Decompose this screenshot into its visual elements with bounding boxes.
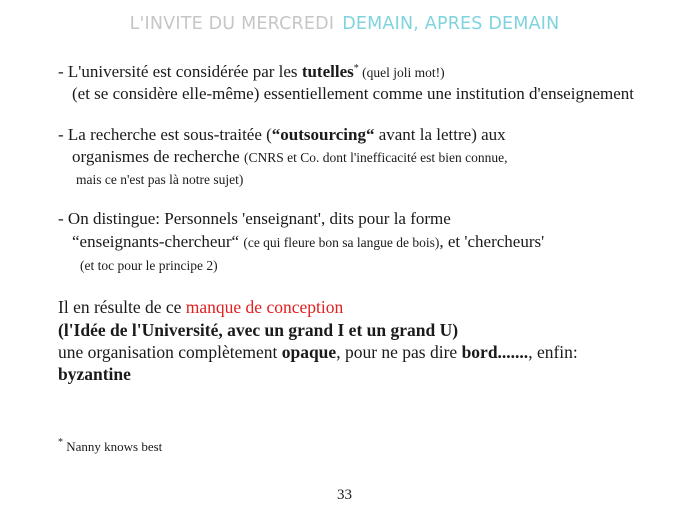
bullet1-bold-tutelles: tutelles	[301, 62, 354, 81]
bullet2-text: - La recherche est sous-traitée (	[58, 125, 272, 144]
bullet1-aside: (quel joli mot!)	[358, 65, 445, 80]
conclusion-line3-end: , enfin:	[528, 342, 578, 362]
slide-title: L'INVITE DU MERCREDI	[129, 14, 335, 34]
bullet3-line2-text: “enseignants-chercheur“	[72, 232, 244, 251]
conclusion-bold-bord: bord.......	[461, 342, 529, 362]
conclusion-red-highlight: manque de conception	[185, 297, 344, 317]
footnote	[58, 437, 162, 455]
bullet3-line2-end: , et 'chercheurs'	[439, 232, 545, 251]
bullet2-bold-outsourcing: “outsourcing“	[271, 125, 375, 144]
bullet2-text-end: avant la lettre) aux	[374, 125, 506, 144]
page-number: 33	[337, 487, 352, 503]
bullet2-line2-text: organismes de recherche	[72, 147, 244, 166]
bullet1-text: - L'université est considérée par les	[58, 62, 302, 81]
conclusion-line3-mid: , pour ne pas dire	[336, 342, 462, 362]
conclusion-line2	[58, 320, 458, 341]
bullet3-line1: - On distingue: Personnels 'enseignant', dits pour la forme	[58, 209, 451, 228]
footnote-marker: *	[353, 63, 359, 74]
bullet2-line2-aside: (CNRS et Co. dont l'inefficacité est bien connue,	[243, 150, 508, 165]
conclusion-text: Il en résulte de ce	[58, 297, 186, 317]
conclusion-bold-byzantine: byzantine	[58, 364, 131, 384]
bullet1-line2: (et se considère elle-même) essentiellement comme une institution d'enseignement	[72, 84, 634, 103]
bullet3-line2	[72, 232, 544, 252]
footnote-text: Nanny knows best	[63, 439, 163, 454]
conclusion-line1	[58, 297, 343, 318]
bullet2-line3: mais ce n'est pas là notre sujet)	[76, 172, 244, 187]
bullet2-line1	[58, 125, 506, 145]
slide-subtitle: DEMAIN, APRES DEMAIN	[342, 14, 560, 34]
footnote-star: *	[58, 437, 63, 448]
conclusion-line4	[58, 364, 131, 385]
bullet1-line1	[58, 62, 445, 82]
bullet2-line2	[72, 147, 507, 167]
bullet3-line2-aside: (ce qui fleure bon sa langue de bois)	[243, 235, 440, 250]
conclusion-line3-text: une organisation complètement	[58, 342, 282, 362]
slide-header	[0, 14, 689, 34]
bullet3-line3: (et toc pour le principe 2)	[80, 258, 218, 273]
conclusion-bold-opaque: opaque	[281, 342, 337, 362]
conclusion-bold-idea: (l'Idée de l'Université, avec un grand I et un grand U)	[58, 320, 459, 340]
conclusion-line3	[58, 342, 578, 363]
